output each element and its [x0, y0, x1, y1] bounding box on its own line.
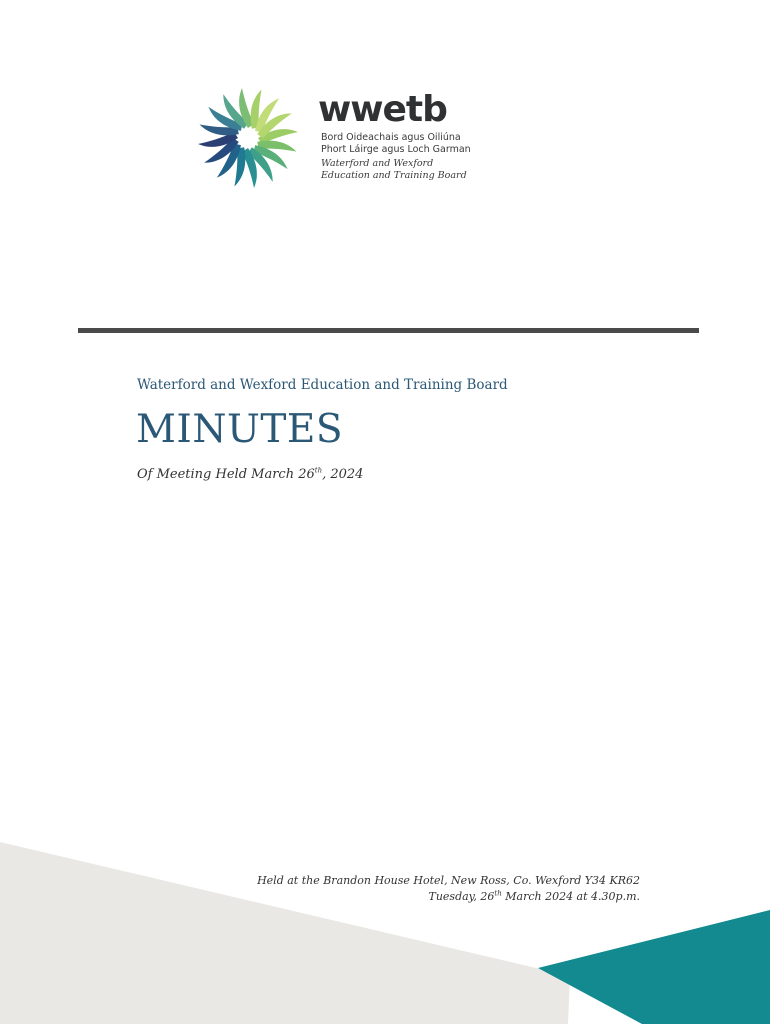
logo-irish-line-2: Phort Láirge agus Loch Garman	[321, 144, 471, 155]
logo-wordmark: wwetb	[318, 89, 447, 130]
logo-english-text	[321, 158, 467, 182]
logo-irish-text	[321, 132, 471, 156]
horizontal-divider	[78, 328, 699, 333]
meeting-venue	[257, 873, 640, 905]
wwetb-logo	[192, 86, 482, 196]
subtitle-year: , 2024	[322, 467, 364, 482]
venue-date-time: March 2024 at 4.30p.m.	[501, 890, 640, 903]
meeting-date-subtitle	[137, 467, 363, 482]
venue-ordinal: th	[494, 889, 502, 898]
venue-line-2	[257, 889, 640, 905]
swirl-logo-icon	[192, 86, 304, 190]
footer-decoration	[0, 830, 770, 1024]
document-title: MINUTES	[136, 407, 344, 452]
organization-name: Waterford and Wexford Education and Training Board	[137, 377, 508, 393]
footer-teal-shape	[538, 910, 770, 1024]
venue-line-1: Held at the Brandon House Hotel, New Ross, Co. Wexford Y34 KR62	[257, 874, 640, 887]
venue-day: Tuesday, 26	[428, 890, 495, 903]
footer-gray-shape	[0, 842, 570, 1024]
subtitle-ordinal: th	[314, 466, 323, 475]
logo-english-line-1: Waterford and Wexford	[321, 158, 434, 169]
logo-english-line-2: Education and Training Board	[321, 170, 467, 181]
subtitle-text: Of Meeting Held March 26	[137, 467, 315, 482]
logo-irish-line-1: Bord Oideachais agus Oiliúna	[321, 132, 461, 143]
